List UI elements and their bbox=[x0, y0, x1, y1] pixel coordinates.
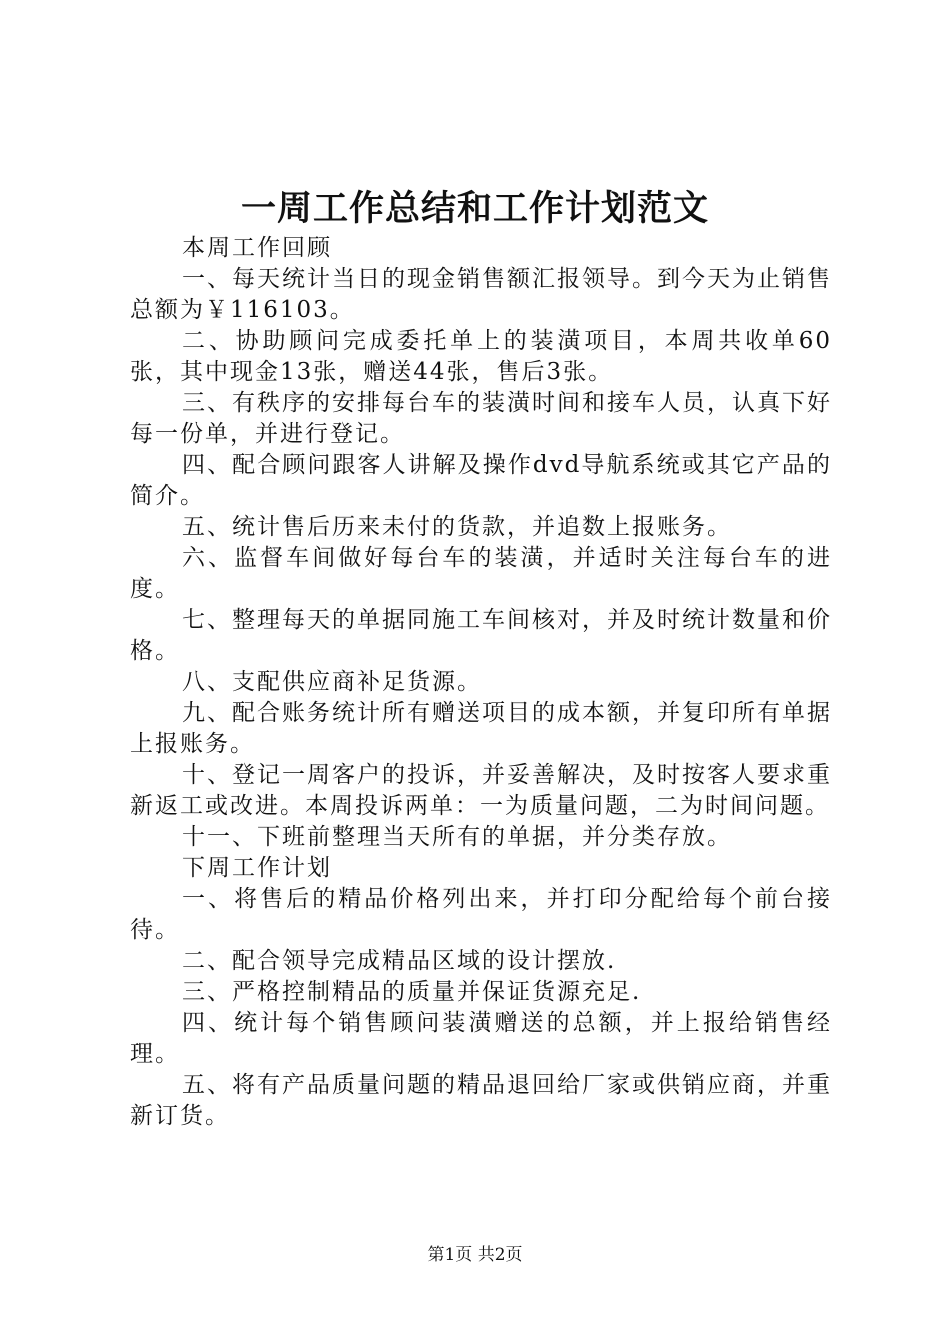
paragraph: 三、有秩序的安排每台车的装潢时间和接车人员，认真下好每一份单，并进行登记。 bbox=[130, 390, 832, 447]
paragraph: 五、将有产品质量问题的精品退回给厂家或供销应商，并重新订货。 bbox=[130, 1072, 832, 1129]
paragraph: 四、统计每个销售顾问装潢赠送的总额，并上报给销售经理。 bbox=[130, 1010, 832, 1067]
document-title: 一周工作总结和工作计划范文 bbox=[240, 188, 709, 229]
page-footer: 第1页 共2页 bbox=[427, 1245, 523, 1265]
paragraph: 四、配合顾问跟客人讲解及操作dvd导航系统或其它产品的简介。 bbox=[130, 452, 832, 509]
section-heading-review: 本周工作回顾 bbox=[182, 235, 332, 261]
paragraph: 七、整理每天的单据同施工车间核对，并及时统计数量和价格。 bbox=[130, 607, 832, 664]
paragraph: 二、配合领导完成精品区域的设计摆放. bbox=[182, 948, 617, 974]
paragraph: 三、严格控制精品的质量并保证货源充足. bbox=[182, 979, 642, 1005]
paragraph: 五、统计售后历来未付的货款，并追数上报账务。 bbox=[182, 514, 732, 540]
paragraph: 九、配合账务统计所有赠送项目的成本额，并复印所有单据上报账务。 bbox=[130, 700, 832, 757]
paragraph: 八、支配供应商补足货源。 bbox=[182, 669, 482, 695]
paragraph: 十一、下班前整理当天所有的单据，并分类存放。 bbox=[182, 824, 732, 850]
document-body bbox=[130, 233, 832, 1132]
section-heading-plan: 下周工作计划 bbox=[182, 855, 332, 881]
paragraph: 六、监督车间做好每台车的装潢，并适时关注每台车的进度。 bbox=[130, 545, 832, 602]
paragraph: 一、每天统计当日的现金销售额汇报领导。到今天为止销售总额为￥116103。 bbox=[130, 266, 832, 323]
paragraph: 一、将售后的精品价格列出来，并打印分配给每个前台接待。 bbox=[130, 886, 832, 943]
paragraph: 十、登记一周客户的投诉，并妥善解决，及时按客人要求重新返工或改进。本周投诉两单：一为质量问题，二为时间问题。 bbox=[130, 762, 832, 819]
paragraph: 二、协助顾问完成委托单上的装潢项目，本周共收单60张，其中现金13张，赠送44张，售后3张。 bbox=[130, 328, 832, 385]
